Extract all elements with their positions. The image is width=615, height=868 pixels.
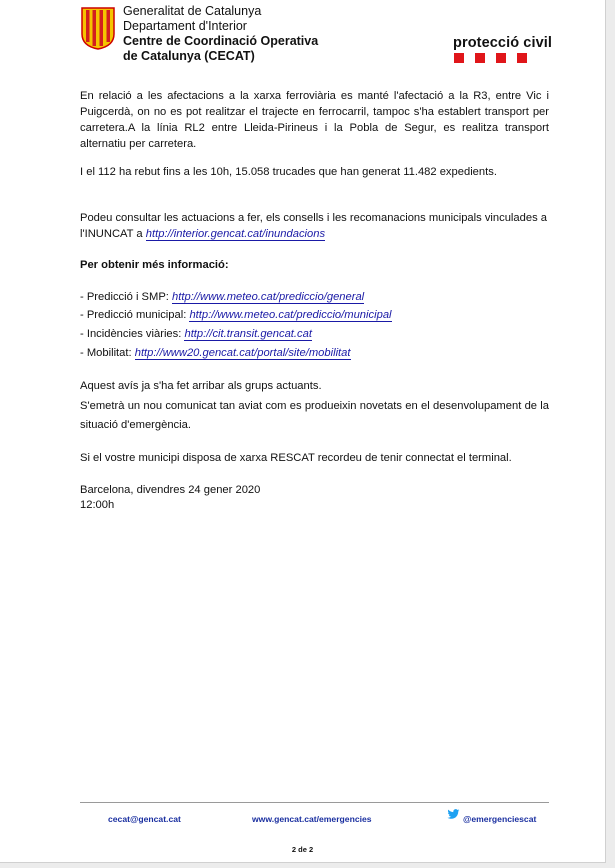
- time: 12:00h: [80, 499, 115, 511]
- paragraph-rail-affectations: En relació a les afectacions a la xarxa ferroviària es manté l'afectació a la R3, entre Vic i Puigcerdà, on no es pot realitzar el trajecte en ferrocarril, tampoc s'ha establert transport per carretera.A la línia RL2 entre Lleida-Pirineus i la Pobla de Segur, es realitza transport alternatiu per carretera.: [80, 90, 549, 150]
- paragraph-inuncat: [80, 210, 549, 242]
- department-name: Departament d'Interior: [123, 19, 247, 33]
- list-item-incidencies-viaries: [80, 326, 312, 342]
- centre-name-line1: Centre de Coordinació Operativa: [123, 34, 319, 48]
- list-item-prediccio-smp: [80, 289, 364, 305]
- list-item-label: - Incidències viàries:: [80, 328, 185, 340]
- paragraph-next-communique: S'emetrà un nou comunicat tan aviat com es produeixin novetats en el desenvolupament de la situació d'emergència.: [80, 400, 549, 431]
- paragraph-notice-sent: Aquest avís ja s'ha fet arribar als grups actuants.: [80, 380, 322, 392]
- footer-twitter-handle[interactable]: @emergenciescat: [463, 814, 537, 824]
- meteo-general-link[interactable]: http://www.meteo.cat/prediccio/general: [172, 291, 365, 303]
- inuncat-text: Podeu consultar les actuacions a fer, els consells i les recomanacions municipals vinculades a l'INUNCAT a: [80, 212, 548, 240]
- twitter-bird-icon: [447, 809, 460, 820]
- inuncat-link[interactable]: http://interior.gencat.cat/inundacions: [145, 228, 326, 240]
- list-item-label: - Mobilitat:: [80, 347, 135, 359]
- organization-block: [123, 4, 318, 64]
- meteo-municipal-link[interactable]: http://www.meteo.cat/prediccio/municipal: [189, 309, 392, 321]
- proteccio-civil-squares-icon: [454, 53, 534, 65]
- footer-website[interactable]: www.gencat.cat/emergencies: [252, 814, 372, 824]
- info-heading: Per obtenir més informació:: [80, 259, 229, 271]
- transit-link[interactable]: http://cit.transit.gencat.cat: [184, 328, 312, 340]
- paragraph-rescat: Si el vostre municipi disposa de xarxa RESCAT recordeu de tenir connectat el terminal.: [80, 452, 512, 464]
- list-item-label: - Predicció i SMP:: [80, 291, 173, 303]
- page-number: 2 de 2: [291, 845, 314, 854]
- mobilitat-link[interactable]: http://www20.gencat.cat/portal/site/mobilitat: [134, 347, 351, 359]
- paragraph-112-calls: I el 112 ha rebut fins a les 10h, 15.058 trucades que han generat 11.482 expedients.: [80, 166, 497, 178]
- place-date: Barcelona, divendres 24 gener 2020: [80, 484, 261, 496]
- footer-email[interactable]: cecat@gencat.cat: [108, 814, 181, 824]
- org-name: Generalitat de Catalunya: [123, 4, 262, 18]
- list-item-label: - Predicció municipal:: [80, 309, 190, 321]
- footer-divider: [80, 802, 549, 803]
- generalitat-logo-icon: [80, 6, 116, 50]
- list-item-mobilitat: [80, 345, 351, 361]
- centre-name-line2: de Catalunya (CECAT): [123, 49, 255, 63]
- list-item-prediccio-municipal: [80, 307, 392, 323]
- proteccio-civil-logo-text: protecció civil: [453, 35, 553, 51]
